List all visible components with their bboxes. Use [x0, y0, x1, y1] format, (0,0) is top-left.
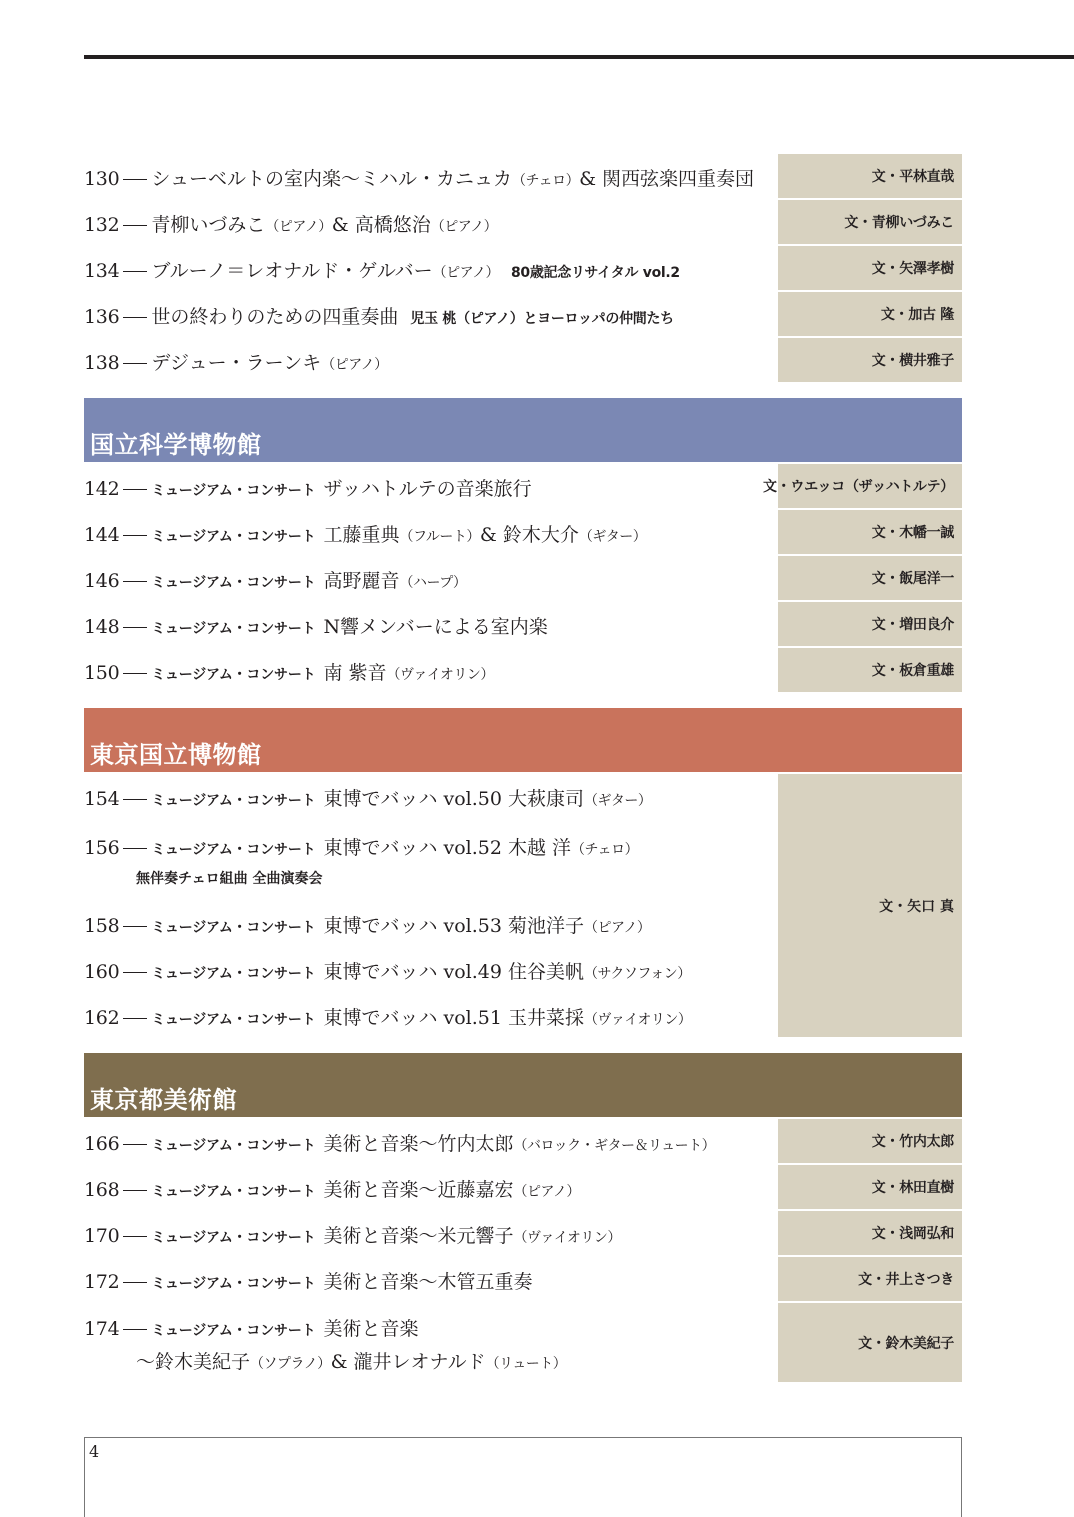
toc-entry[interactable]	[84, 774, 778, 820]
instrument-note: （ヴァイオリン）	[583, 1011, 692, 1028]
author-credit: 文・浅岡弘和	[778, 1211, 962, 1255]
footer-rule	[84, 1437, 962, 1438]
entry-title: 美術と音楽〜米元響子	[323, 1224, 514, 1247]
section-title: 国立科学博物館	[90, 431, 262, 459]
entry-subtitle: 児玉 桃（ピアノ）とヨーロッパの仲間たち	[410, 310, 674, 327]
entry-title: ザッハトルテの音楽旅行	[323, 477, 532, 500]
entry-title: 東博でバッハ vol.51 玉井菜採	[323, 1006, 584, 1029]
series-tag: ミュージアム・コンサート	[151, 1322, 316, 1339]
series-tag: ミュージアム・コンサート	[151, 1275, 316, 1292]
series-tag: ミュージアム・コンサート	[151, 574, 316, 591]
page-ref: 170	[84, 1224, 120, 1247]
series-tag: ミュージアム・コンサート	[151, 620, 316, 637]
toc-entry[interactable]	[84, 901, 778, 947]
page-ref: 144	[84, 523, 120, 546]
toc-entry[interactable]	[84, 1257, 962, 1303]
entry-title-tail: & 関西弦楽四重奏団	[579, 167, 755, 190]
table-of-contents	[84, 154, 962, 1384]
author-credit: 文・青柳いづみこ	[778, 200, 962, 244]
author-credit: 文・矢口 真	[778, 774, 962, 1037]
entry-title: 東博でバッハ vol.50 大萩康司	[323, 787, 584, 810]
dash-rule	[123, 225, 147, 226]
entry-subtitle: 80歳記念リサイタル vol.2	[510, 264, 680, 281]
instrument-note: （ピアノ）	[432, 264, 499, 281]
dash-rule	[123, 317, 147, 318]
page-ref: 146	[84, 569, 120, 592]
page-number: 4	[89, 1442, 100, 1461]
toc-entry[interactable]	[84, 200, 962, 246]
entry-title: デジュー・ラーンキ	[151, 351, 322, 374]
page-ref: 132	[84, 213, 120, 236]
page-ref: 134	[84, 259, 120, 282]
dash-rule	[123, 363, 147, 364]
dash-rule	[123, 489, 147, 490]
entry-title: 南 紫音	[323, 661, 387, 684]
toc-entry[interactable]	[84, 464, 962, 510]
author-credit: 文・ウエッコ（ザッハトルテ）	[778, 464, 962, 508]
section-header-tohaku	[84, 708, 962, 772]
toc-entry[interactable]	[84, 602, 962, 648]
dash-rule	[123, 1144, 147, 1145]
dash-rule	[123, 1018, 147, 1019]
dash-rule	[123, 926, 147, 927]
entry-title: 美術と音楽〜近藤嘉宏	[323, 1178, 514, 1201]
section-header-tobikan	[84, 1053, 962, 1117]
instrument-note: （フルート）	[399, 528, 480, 545]
series-tag: ミュージアム・コンサート	[151, 482, 316, 499]
entry-title-tail: & 高橋悠治	[331, 213, 431, 236]
dash-rule	[123, 1236, 147, 1237]
author-credit: 文・矢澤孝樹	[778, 246, 962, 290]
page-ref: 160	[84, 960, 120, 983]
instrument-note: （ピアノ）	[513, 1183, 580, 1200]
toc-entry[interactable]	[84, 1303, 962, 1384]
author-credit: 文・鈴木美紀子	[778, 1303, 962, 1382]
toc-entry[interactable]	[84, 1165, 962, 1211]
dash-rule	[123, 535, 147, 536]
entry-title: 美術と音楽	[323, 1317, 419, 1340]
footer-rule-right	[961, 1437, 962, 1517]
toc-entry[interactable]	[84, 510, 962, 556]
page-ref: 150	[84, 661, 120, 684]
page-ref: 136	[84, 305, 120, 328]
toc-entry[interactable]	[84, 648, 962, 694]
page-ref: 156	[84, 837, 120, 859]
dash-rule	[123, 1282, 147, 1283]
series-tag: ミュージアム・コンサート	[151, 919, 316, 936]
instrument-note: （ギター）	[578, 528, 647, 545]
page-ref: 166	[84, 1132, 120, 1155]
page-ref: 168	[84, 1178, 120, 1201]
entry-title: 世の終わりのための四重奏曲	[151, 305, 399, 328]
author-credit: 文・横井雅子	[778, 338, 962, 382]
dash-rule	[123, 581, 147, 582]
instrument-note: （ピアノ）	[321, 356, 388, 373]
page-ref: 130	[84, 167, 120, 190]
entry-title: 東博でバッハ vol.49 住谷美帆	[323, 960, 584, 983]
instrument-note: （ピアノ）	[430, 218, 498, 235]
section-title: 東京都美術館	[90, 1086, 237, 1114]
page-ref: 138	[84, 351, 120, 374]
entry-subtitle: 無伴奏チェロ組曲 全曲演奏会	[136, 871, 323, 887]
toc-entry[interactable]	[84, 154, 962, 200]
instrument-note: （リュート）	[485, 1355, 567, 1372]
entry-title: 工藤重典	[323, 523, 400, 546]
dash-rule	[123, 271, 147, 272]
entry-title: シューベルトの室内楽〜ミハル・カニュカ	[151, 167, 512, 190]
toc-entry[interactable]	[84, 338, 962, 384]
instrument-note: （バロック・ギター＆リュート）	[513, 1137, 716, 1154]
toc-group	[84, 774, 962, 1039]
dash-rule	[123, 673, 147, 674]
dash-rule	[123, 848, 147, 849]
dash-rule	[123, 972, 147, 973]
entry-title-tail: & 瀧井レオナルド	[330, 1350, 486, 1373]
page-ref: 162	[84, 1006, 120, 1029]
author-credit: 文・増田良介	[778, 602, 962, 646]
toc-entry[interactable]	[84, 246, 962, 292]
page-ref: 158	[84, 914, 120, 937]
dash-rule	[123, 1190, 147, 1191]
series-tag: ミュージアム・コンサート	[151, 792, 316, 809]
author-credit: 文・板倉重雄	[778, 648, 962, 692]
entry-title: N響メンバーによる室内楽	[323, 615, 548, 638]
series-tag: ミュージアム・コンサート	[151, 842, 316, 858]
page-ref: 148	[84, 615, 120, 638]
dash-rule	[123, 627, 147, 628]
page-ref: 174	[84, 1317, 120, 1340]
page-ref: 172	[84, 1270, 120, 1293]
footer-rule-left	[84, 1437, 85, 1517]
page-ref: 142	[84, 477, 120, 500]
instrument-note: （ヴァイオリン）	[513, 1229, 621, 1246]
top-rule	[84, 55, 1074, 59]
instrument-note: （ピアノ）	[583, 919, 651, 936]
author-credit: 文・加古 隆	[778, 292, 962, 336]
author-credit: 文・竹内太郎	[778, 1119, 962, 1163]
page-ref: 154	[84, 787, 120, 810]
entry-title-tail: & 鈴木大介	[479, 523, 579, 546]
series-tag: ミュージアム・コンサート	[151, 1229, 316, 1246]
author-credit: 文・平林直哉	[778, 154, 962, 198]
toc-entry[interactable]	[84, 820, 778, 901]
entry-title: 東博でバッハ vol.53 菊池洋子	[323, 914, 584, 937]
instrument-note: （チェロ）	[571, 842, 639, 858]
toc-entry[interactable]	[84, 556, 962, 602]
toc-entry[interactable]	[84, 947, 778, 993]
entry-title: 青柳いづみこ	[151, 213, 266, 236]
series-tag: ミュージアム・コンサート	[151, 965, 316, 982]
entry-title-line2: 〜鈴木美紀子	[136, 1350, 251, 1373]
series-tag: ミュージアム・コンサート	[151, 1183, 316, 1200]
section-header-kahaku	[84, 398, 962, 462]
dash-rule	[123, 179, 147, 180]
entry-title: 高野麗音	[323, 569, 400, 592]
author-credit: 文・林田直樹	[778, 1165, 962, 1209]
toc-entry[interactable]	[84, 1211, 962, 1257]
toc-entry[interactable]	[84, 993, 778, 1039]
author-credit: 文・木幡一誠	[778, 510, 962, 554]
series-tag: ミュージアム・コンサート	[151, 666, 316, 683]
entry-title: ブルーノ＝レオナルド・ゲルバー	[151, 259, 433, 282]
entry-title: 美術と音楽〜木管五重奏	[323, 1270, 533, 1293]
entry-title: 東博でバッハ vol.52 木越 洋	[323, 837, 572, 859]
instrument-note: （ハープ）	[399, 574, 467, 591]
author-credit: 文・飯尾洋一	[778, 556, 962, 600]
instrument-note: （ヴァイオリン）	[386, 666, 494, 683]
instrument-note: （チェロ）	[512, 172, 580, 189]
instrument-note: （サクソフォン）	[583, 965, 691, 982]
toc-entry[interactable]	[84, 292, 962, 338]
dash-rule	[123, 1329, 147, 1330]
section-title: 東京国立博物館	[90, 741, 262, 769]
author-credit: 文・井上さつき	[778, 1257, 962, 1301]
entry-title: 美術と音楽〜竹内太郎	[323, 1132, 514, 1155]
series-tag: ミュージアム・コンサート	[151, 528, 316, 545]
series-tag: ミュージアム・コンサート	[151, 1137, 316, 1154]
instrument-note: （ソプラノ）	[250, 1355, 331, 1372]
instrument-note: （ギター）	[583, 792, 652, 809]
toc-entry[interactable]	[84, 1119, 962, 1165]
series-tag: ミュージアム・コンサート	[151, 1011, 316, 1028]
instrument-note: （ピアノ）	[265, 218, 332, 235]
dash-rule	[123, 799, 147, 800]
